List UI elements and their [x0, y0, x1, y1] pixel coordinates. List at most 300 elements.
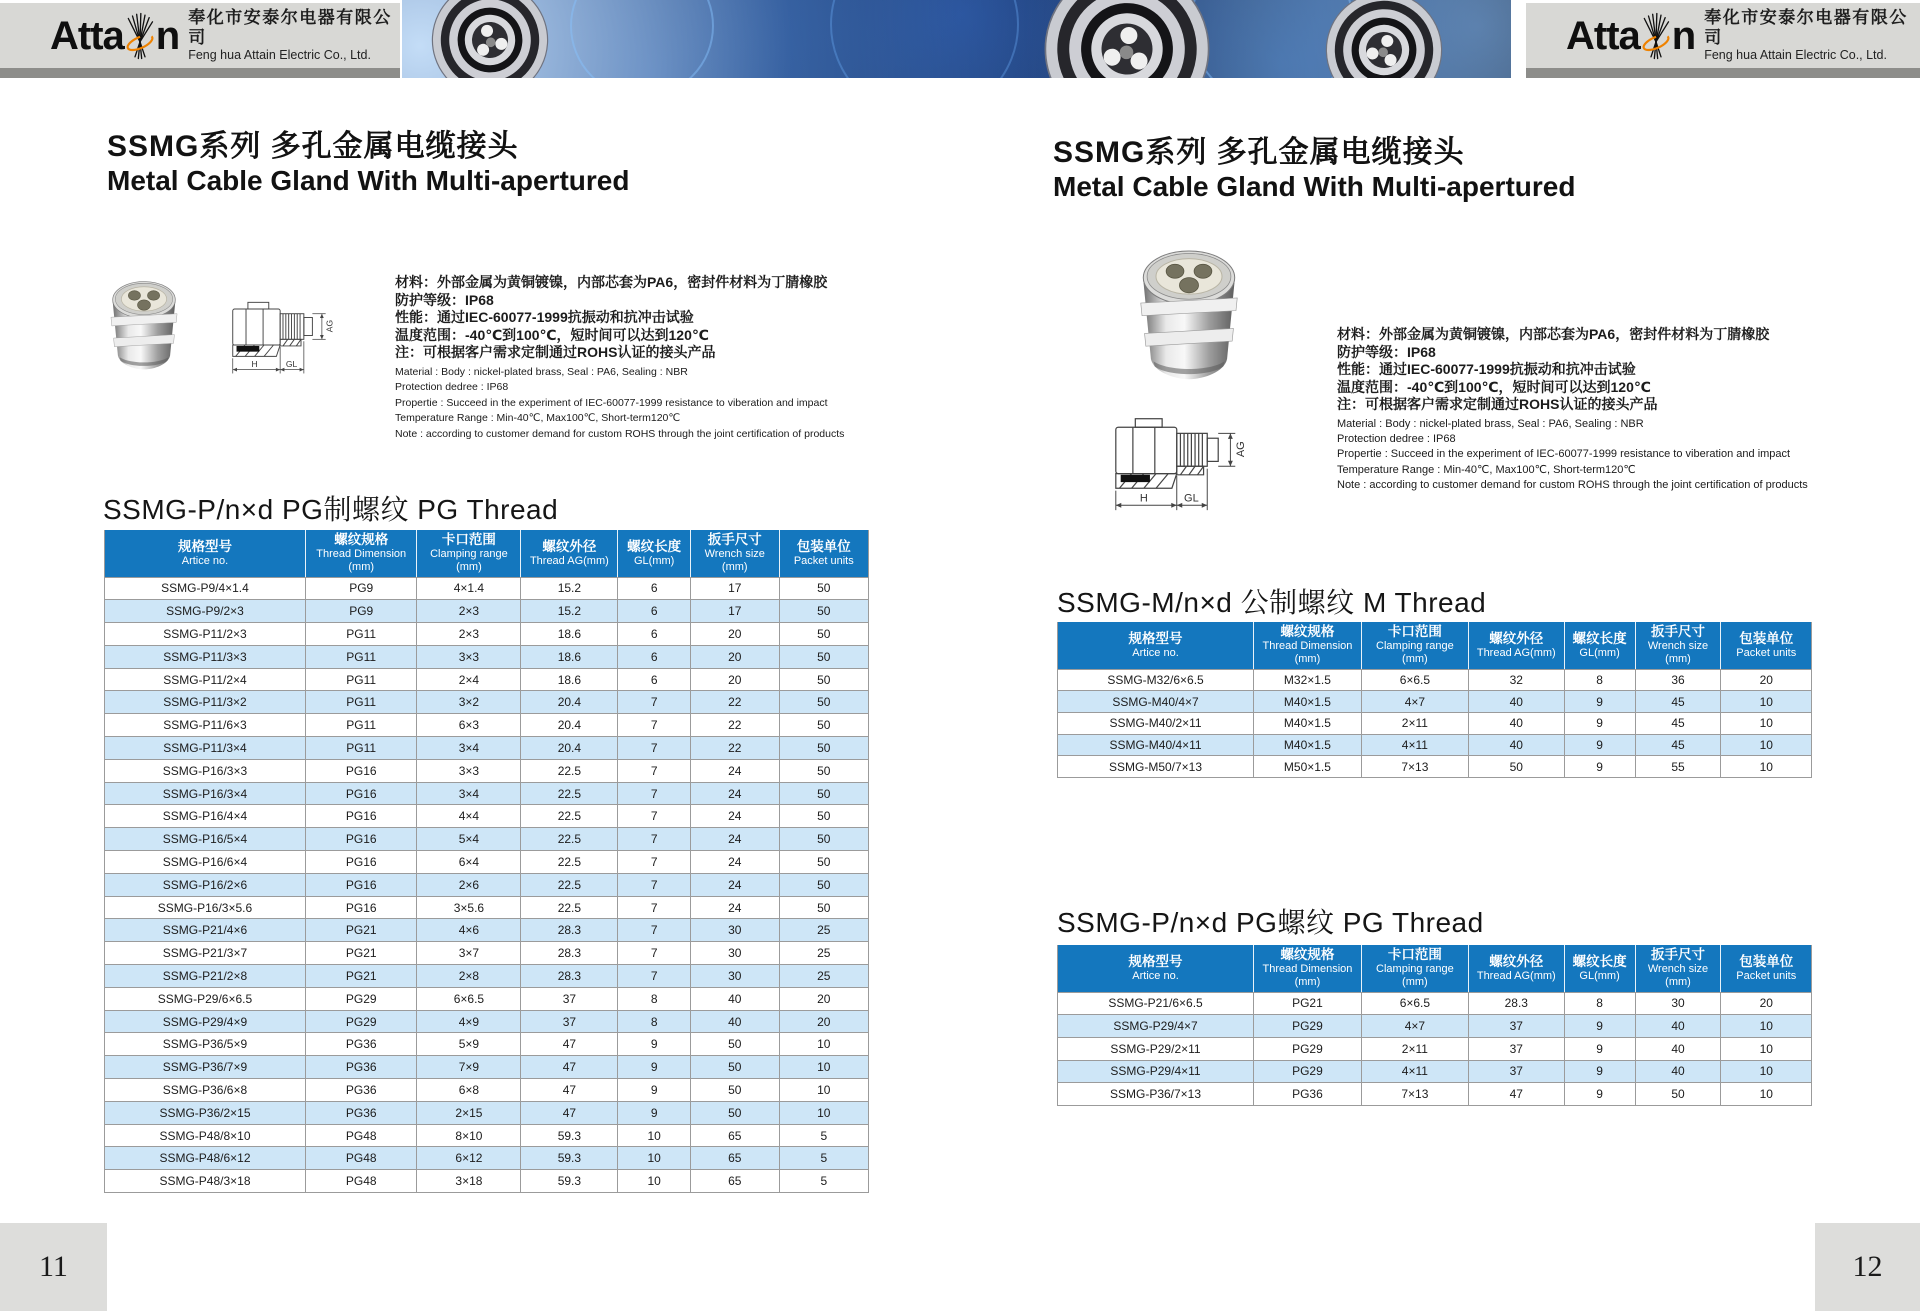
table-cell: 3×4	[417, 737, 521, 760]
table-cell: 4×7	[1361, 691, 1468, 713]
table-cell: SSMG-P29/6×6.5	[105, 987, 306, 1010]
table-cell: SSMG-P29/2×11	[1058, 1037, 1254, 1060]
table-row	[105, 1147, 869, 1170]
table-cell: 6	[618, 577, 691, 600]
table-cell: 9	[1564, 1083, 1635, 1106]
table-cell: PG16	[305, 896, 417, 919]
table-cell: 20	[779, 1010, 868, 1033]
table-cell: 25	[779, 919, 868, 942]
table-cell: 50	[779, 600, 868, 623]
table-cell: M40×1.5	[1254, 734, 1362, 756]
page-title-en: Metal Cable Gland With Multi-apertured	[107, 165, 630, 196]
table-header-row	[1058, 945, 1812, 992]
table-row	[1058, 992, 1812, 1015]
text-line: Protection dedree : IP68	[395, 381, 509, 393]
column-header: 扳手尺寸 Wrench size (mm)	[1635, 622, 1721, 669]
table-cell: 36	[1635, 669, 1721, 691]
text-line: 性能：通过IEC-60077-1999抗振动和抗冲击试验	[395, 309, 694, 325]
table-cell: 9	[1564, 1015, 1635, 1038]
table-cell: 47	[521, 1101, 618, 1124]
table-cell: 40	[690, 1010, 779, 1033]
table-cell: 7	[618, 851, 691, 874]
table-cell: 50	[690, 1033, 779, 1056]
table-row	[105, 1033, 869, 1056]
company-name-en: Feng hua Attain Electric Co., Ltd.	[188, 48, 371, 62]
brand-block-shadow	[1526, 68, 1920, 78]
table-cell: PG29	[1254, 1015, 1362, 1038]
column-header: 规格型号 Artice no.	[1058, 622, 1254, 669]
table-cell: SSMG-P29/4×9	[105, 1010, 306, 1033]
table-cell: 17	[690, 600, 779, 623]
table-cell: 25	[779, 965, 868, 988]
table-cell: PG48	[305, 1170, 417, 1193]
table-row	[105, 828, 869, 851]
table-cell: SSMG-P16/3×5.6	[105, 896, 306, 919]
table-row	[105, 965, 869, 988]
table-cell: 2×15	[417, 1101, 521, 1124]
logo-mark-icon	[1641, 10, 1671, 62]
table-cell: 8	[618, 987, 691, 1010]
table-cell: 40	[1468, 691, 1564, 713]
table-cell: 10	[618, 1147, 691, 1170]
logo-text-n: n	[155, 13, 180, 58]
table-cell: 7	[618, 919, 691, 942]
table-cell: 50	[779, 737, 868, 760]
table-cell: 40	[1468, 712, 1564, 734]
page-title-en: Metal Cable Gland With Multi-apertured	[1053, 171, 1576, 202]
table-cell: 28.3	[521, 919, 618, 942]
dim-label-ag: AG	[324, 319, 335, 333]
table-cell: 10	[618, 1124, 691, 1147]
table-cell: 50	[779, 851, 868, 874]
table-cell: 20.4	[521, 714, 618, 737]
table-cell: 47	[521, 1033, 618, 1056]
table-cell: PG21	[305, 942, 417, 965]
table-cell: 10	[1721, 756, 1812, 778]
table-cell: 32	[1468, 669, 1564, 691]
table-cell: 4×6	[417, 919, 521, 942]
column-header: 螺纹规格 Thread Dimension (mm)	[1254, 622, 1362, 669]
text-line: Protection dedree : IP68	[1337, 432, 1456, 445]
table-cell: 20.4	[521, 737, 618, 760]
table-body	[105, 577, 869, 1193]
table-cell: 20	[1721, 992, 1812, 1015]
table-cell: 24	[690, 851, 779, 874]
table-cell: 22.5	[521, 805, 618, 828]
table-cell: 8	[1564, 992, 1635, 1015]
table-cell: 59.3	[521, 1124, 618, 1147]
table-cell: 10	[618, 1170, 691, 1193]
table-row	[105, 987, 869, 1010]
table-cell: SSMG-P36/7×9	[105, 1056, 306, 1079]
table-cell: PG16	[305, 851, 417, 874]
technical-drawing-left	[228, 286, 356, 386]
table-cell: PG36	[1254, 1083, 1362, 1106]
table-cell: SSMG-P21/4×6	[105, 919, 306, 942]
table-cell: 10	[779, 1079, 868, 1102]
table-cell: 3×18	[417, 1170, 521, 1193]
table-cell: 50	[690, 1056, 779, 1079]
table-cell: 50	[779, 714, 868, 737]
table-row	[1058, 1015, 1812, 1038]
table-cell: PG11	[305, 691, 417, 714]
table-cell: 45	[1635, 712, 1721, 734]
table-cell: 3×4	[417, 782, 521, 805]
table-cell: 18.6	[521, 645, 618, 668]
table-cell: 22.5	[521, 782, 618, 805]
table-cell: PG11	[305, 714, 417, 737]
table-cell: PG36	[305, 1033, 417, 1056]
table-cell: 50	[779, 668, 868, 691]
table-cell: 4×1.4	[417, 577, 521, 600]
table-cell: 7	[618, 691, 691, 714]
text-line: 防护等级：IP68	[395, 291, 494, 308]
table-row	[105, 805, 869, 828]
table-cell: 50	[779, 873, 868, 896]
table-cell: 50	[779, 828, 868, 851]
table-cell: 9	[1564, 691, 1635, 713]
table-cell: 37	[521, 1010, 618, 1033]
table-cell: 7	[618, 965, 691, 988]
dim-label-ag: AG	[1234, 441, 1247, 458]
description-en	[395, 365, 844, 443]
page-number-right: 12	[1815, 1223, 1920, 1311]
column-header: 螺纹规格 Thread Dimension (mm)	[1254, 945, 1362, 992]
column-header: 螺纹长度 GL(mm)	[1564, 945, 1635, 992]
text-line: Material : Body : nickel-plated brass, Seal : PA6, Sealing : NBR	[1337, 417, 1644, 430]
logo-text-atta: Atta	[50, 13, 124, 58]
column-header: 扳手尺寸 Wrench size (mm)	[1635, 945, 1721, 992]
dim-label-gl: GL	[285, 358, 298, 369]
text-line: Temperature Range : Min-40℃, Max100℃, Short-term120℃	[1337, 463, 1636, 476]
page-title-cn: SSMG系列 多孔金属电缆接头	[1053, 136, 1465, 169]
table-cell: 22.5	[521, 873, 618, 896]
spec-table-pg-right	[1057, 945, 1812, 1106]
product-photo-left	[88, 272, 200, 372]
table-cell: 20	[690, 668, 779, 691]
table-cell: 6×8	[417, 1079, 521, 1102]
table-cell: PG16	[305, 828, 417, 851]
table-cell: 9	[618, 1101, 691, 1124]
table-cell: 2×11	[1361, 712, 1468, 734]
table-cell: SSMG-P36/5×9	[105, 1033, 306, 1056]
page-title-left	[107, 130, 629, 197]
text-line: Material : Body : nickel-plated brass, Seal : PA6, Sealing : NBR	[395, 365, 688, 378]
table-row	[105, 600, 869, 623]
table-cell: PG11	[305, 668, 417, 691]
table-header-row	[105, 530, 869, 577]
logo-text-n: n	[1671, 13, 1696, 58]
brand-block-left	[0, 3, 400, 68]
table-cell: SSMG-P11/2×4	[105, 668, 306, 691]
table-row	[105, 645, 869, 668]
table-cell: 7×9	[417, 1056, 521, 1079]
table-cell: 7	[618, 714, 691, 737]
page-title-cn: SSMG系列 多孔金属电缆接头	[107, 130, 519, 163]
table-cell: SSMG-P9/4×1.4	[105, 577, 306, 600]
table-cell: 10	[1721, 734, 1812, 756]
table-cell: 10	[1721, 1037, 1812, 1060]
text-line: 防护等级：IP68	[1337, 343, 1436, 360]
section-title-m-thread: SSMG-M/n×d 公制螺纹 M Thread	[1057, 587, 1487, 618]
table-cell: 4×11	[1361, 734, 1468, 756]
table-cell: M40×1.5	[1254, 712, 1362, 734]
table-cell: 30	[1635, 992, 1721, 1015]
table-cell: 10	[779, 1033, 868, 1056]
table-cell: 6×3	[417, 714, 521, 737]
table-cell: 10	[1721, 1083, 1812, 1106]
table-cell: SSMG-P36/6×8	[105, 1079, 306, 1102]
text-line: 温度范围：-40℃到100℃，短时间可以达到120℃	[1337, 378, 1651, 395]
table-cell: SSMG-P29/4×7	[1058, 1015, 1254, 1038]
table-cell: SSMG-M40/2×11	[1058, 712, 1254, 734]
table-row	[1058, 1060, 1812, 1083]
table-cell: 7×13	[1361, 756, 1468, 778]
section-title-pg-right: SSMG-P/n×d PG螺纹 PG Thread	[1057, 907, 1484, 938]
table-row	[105, 1124, 869, 1147]
table-cell: 50	[779, 782, 868, 805]
table-cell: SSMG-P48/6×12	[105, 1147, 306, 1170]
table-cell: 8	[618, 1010, 691, 1033]
table-row	[1058, 1083, 1812, 1106]
table-row	[1058, 669, 1812, 691]
table-cell: SSMG-P11/3×3	[105, 645, 306, 668]
table-cell: 5	[779, 1124, 868, 1147]
table-cell: 24	[690, 828, 779, 851]
table-cell: 20	[690, 623, 779, 646]
text-line: 材料：外部金属为黄铜镀镍，内部芯套为PA6，密封件材料为丁腈橡胶	[1337, 326, 1770, 342]
table-cell: PG11	[305, 737, 417, 760]
description-cn	[395, 274, 844, 362]
table-cell: 24	[690, 759, 779, 782]
table-cell: SSMG-P11/3×4	[105, 737, 306, 760]
table-cell: 4×9	[417, 1010, 521, 1033]
column-header: 螺纹外径 Thread AG(mm)	[1468, 622, 1564, 669]
table-row	[105, 759, 869, 782]
table-body	[1058, 669, 1812, 777]
table-row	[105, 1056, 869, 1079]
table-cell: 37	[521, 987, 618, 1010]
table-cell: 24	[690, 782, 779, 805]
table-cell: 47	[521, 1056, 618, 1079]
column-header: 卡口范围 Clamping range (mm)	[417, 530, 521, 577]
table-cell: 50	[690, 1101, 779, 1124]
dim-label-gl: GL	[1184, 492, 1199, 505]
column-header: 扳手尺寸 Wrench size (mm)	[690, 530, 779, 577]
table-cell: 40	[1635, 1037, 1721, 1060]
table-cell: 37	[1468, 1015, 1564, 1038]
table-cell: 6×4	[417, 851, 521, 874]
table-cell: M32×1.5	[1254, 669, 1362, 691]
attain-logo	[50, 10, 179, 62]
text-line: 注：可根据客户需求定制通过ROHS认证的接头产品	[1337, 396, 1658, 412]
table-cell: 9	[1564, 1060, 1635, 1083]
column-header: 卡口范围 Clamping range (mm)	[1361, 622, 1468, 669]
dim-label-h: H	[251, 358, 258, 369]
table-cell: 25	[779, 942, 868, 965]
table-cell: 22	[690, 691, 779, 714]
table-cell: 10	[1721, 1060, 1812, 1083]
text-line: Propertie : Succeed in the experiment of IEC-60077-1999 resistance to viberation and impact	[1337, 448, 1791, 461]
page-number-left: 11	[0, 1223, 107, 1311]
table-cell: 18.6	[521, 668, 618, 691]
spec-table-pg-left	[104, 530, 869, 1193]
table-cell: 37	[1468, 1037, 1564, 1060]
table-cell: 10	[1721, 691, 1812, 713]
description-cn	[1337, 326, 1808, 414]
table-row	[105, 896, 869, 919]
table-cell: SSMG-P29/4×11	[1058, 1060, 1254, 1083]
column-header: 包装单位 Packet units	[1721, 622, 1812, 669]
table-cell: 5×9	[417, 1033, 521, 1056]
table-cell: 59.3	[521, 1170, 618, 1193]
table-cell: 15.2	[521, 600, 618, 623]
table-cell: 50	[779, 691, 868, 714]
spec-table-m-thread	[1057, 622, 1812, 778]
table-cell: 22.5	[521, 896, 618, 919]
table-cell: 50	[779, 805, 868, 828]
table-cell: PG16	[305, 759, 417, 782]
text-line: Propertie : Succeed in the experiment of IEC-60077-1999 resistance to viberation and impact	[395, 396, 828, 409]
table-cell: 7×13	[1361, 1083, 1468, 1106]
table-cell: SSMG-M40/4×11	[1058, 734, 1254, 756]
table-cell: 40	[690, 987, 779, 1010]
text-line: Note : according to customer demand for custom ROHS through the joint certification of products	[395, 427, 845, 440]
table-cell: 4×7	[1361, 1015, 1468, 1038]
table-cell: 6	[618, 668, 691, 691]
table-cell: 50	[1635, 1083, 1721, 1106]
table-cell: PG21	[305, 965, 417, 988]
table-cell: PG9	[305, 600, 417, 623]
column-header: 螺纹长度 GL(mm)	[1564, 622, 1635, 669]
company-name-cn: 奉化市安泰尔电器有限公司	[1704, 8, 1908, 47]
table-row	[1058, 734, 1812, 756]
table-cell: SSMG-M32/6×6.5	[1058, 669, 1254, 691]
table-cell: 6×6.5	[1361, 669, 1468, 691]
product-photo-right	[1123, 237, 1255, 383]
table-cell: 10	[1721, 1015, 1812, 1038]
table-cell: 20	[690, 645, 779, 668]
table-cell: 22	[690, 737, 779, 760]
table-cell: 24	[690, 896, 779, 919]
table-cell: M40×1.5	[1254, 691, 1362, 713]
table-cell: 3×3	[417, 759, 521, 782]
brand-block-shadow	[0, 68, 400, 78]
table-cell: 10	[1721, 712, 1812, 734]
table-cell: 6×6.5	[1361, 992, 1468, 1015]
table-cell: 10	[779, 1101, 868, 1124]
table-cell: SSMG-M40/4×7	[1058, 691, 1254, 713]
table-cell: SSMG-P21/6×6.5	[1058, 992, 1254, 1015]
table-row	[105, 1010, 869, 1033]
table-cell: 22.5	[521, 851, 618, 874]
table-cell: PG21	[305, 919, 417, 942]
table-row	[105, 919, 869, 942]
table-cell: PG16	[305, 873, 417, 896]
table-cell: 22.5	[521, 828, 618, 851]
table-cell: SSMG-P16/2×6	[105, 873, 306, 896]
table-row	[105, 873, 869, 896]
column-header: 规格型号 Artice no.	[105, 530, 306, 577]
table-cell: SSMG-P11/2×3	[105, 623, 306, 646]
table-cell: 2×11	[1361, 1037, 1468, 1060]
table-cell: 3×5.6	[417, 896, 521, 919]
table-cell: 6×6.5	[417, 987, 521, 1010]
table-cell: 7	[618, 759, 691, 782]
table-cell: 3×7	[417, 942, 521, 965]
column-header: 螺纹外径 Thread AG(mm)	[1468, 945, 1564, 992]
text-line: 材料：外部金属为黄铜镀镍，内部芯套为PA6，密封件材料为丁腈橡胶	[395, 274, 828, 290]
table-cell: 40	[1468, 734, 1564, 756]
table-cell: SSMG-P9/2×3	[105, 600, 306, 623]
spec-description-right	[1337, 326, 1808, 494]
table-row	[105, 623, 869, 646]
table-cell: PG11	[305, 645, 417, 668]
table-row	[1058, 691, 1812, 713]
table-cell: 17	[690, 577, 779, 600]
table-cell: 7	[618, 782, 691, 805]
table-cell: 30	[690, 965, 779, 988]
table-cell: SSMG-P16/3×4	[105, 782, 306, 805]
table-row	[105, 714, 869, 737]
table-cell: 2×8	[417, 965, 521, 988]
table-cell: 7	[618, 805, 691, 828]
table-cell: SSMG-P16/5×4	[105, 828, 306, 851]
table-cell: PG29	[1254, 1037, 1362, 1060]
column-header: 螺纹外径 Thread AG(mm)	[521, 530, 618, 577]
table-cell: 65	[690, 1124, 779, 1147]
table-cell: SSMG-P48/8×10	[105, 1124, 306, 1147]
column-header: 包装单位 Packet units	[779, 530, 868, 577]
table-cell: 9	[1564, 1037, 1635, 1060]
table-row	[105, 1079, 869, 1102]
table-cell: 9	[1564, 734, 1635, 756]
table-row	[1058, 756, 1812, 778]
table-row	[105, 668, 869, 691]
light-swirl	[570, 0, 714, 78]
table-cell: 40	[1635, 1060, 1721, 1083]
table-cell: 55	[1635, 756, 1721, 778]
table-cell: 9	[618, 1056, 691, 1079]
table-cell: 2×3	[417, 623, 521, 646]
cable-cross-section-image	[414, 0, 565, 78]
table-row	[105, 942, 869, 965]
table-cell: 20	[779, 987, 868, 1010]
logo-text-atta: Atta	[1566, 13, 1640, 58]
table-cell: 20.4	[521, 691, 618, 714]
section-title-pg-left: SSMG-P/n×d PG制螺纹 PG Thread	[103, 494, 559, 525]
table-cell: 9	[618, 1033, 691, 1056]
table-row	[105, 691, 869, 714]
table-cell: 47	[521, 1079, 618, 1102]
table-cell: 8×10	[417, 1124, 521, 1147]
table-row	[105, 1170, 869, 1193]
spec-description-left	[395, 274, 844, 442]
brand-block-right	[1526, 3, 1920, 68]
table-cell: 20	[1721, 669, 1812, 691]
description-en	[1337, 417, 1808, 494]
table-cell: 47	[1468, 1083, 1564, 1106]
table-cell: 5×4	[417, 828, 521, 851]
table-cell: 22.5	[521, 759, 618, 782]
header-banner-photo	[402, 0, 1511, 78]
table-cell: SSMG-P21/2×8	[105, 965, 306, 988]
company-name-cn: 奉化市安泰尔电器有限公司	[188, 8, 392, 47]
column-header: 螺纹规格 Thread Dimension (mm)	[305, 530, 417, 577]
column-header: 卡口范围 Clamping range (mm)	[1361, 945, 1468, 992]
table-row	[1058, 1037, 1812, 1060]
table-row	[105, 782, 869, 805]
